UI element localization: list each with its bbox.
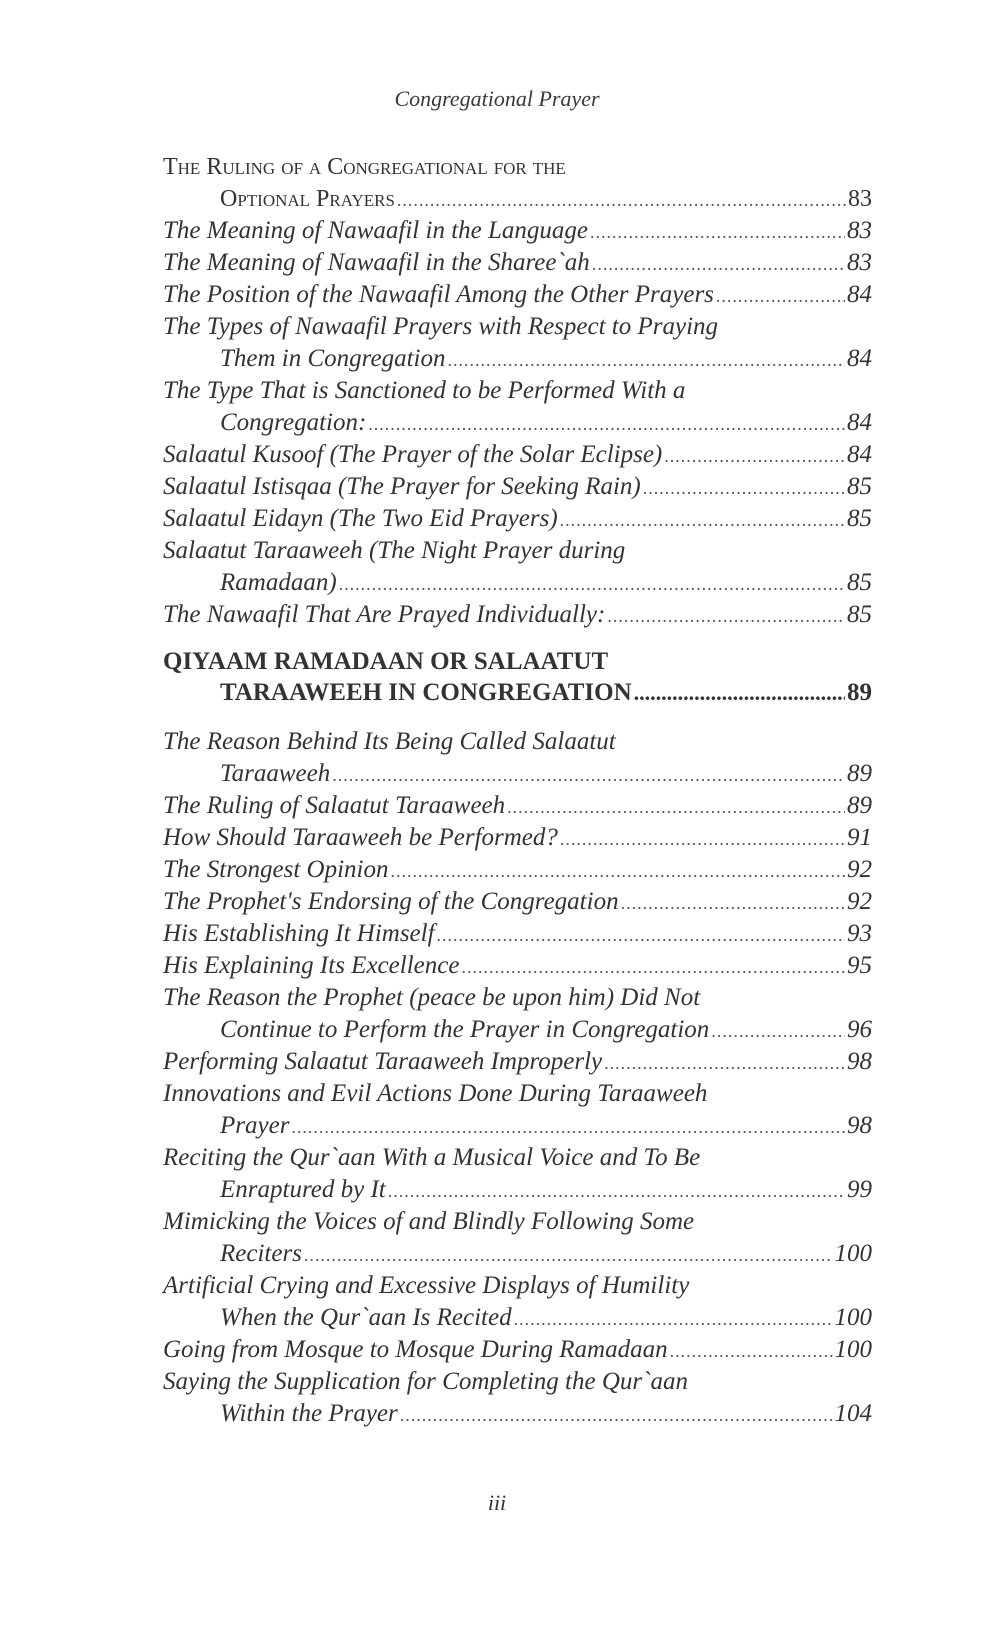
toc-entry-title: Salaatul Istisqaa (The Prayer for Seeking Rain) bbox=[163, 473, 641, 500]
toc-entry-title: How Should Taraaweeh be Performed? bbox=[163, 824, 558, 851]
toc-page-number: 84 bbox=[847, 281, 872, 308]
toc-entry-line bbox=[163, 1302, 872, 1334]
toc-page-number: 84 bbox=[847, 345, 872, 372]
toc-entry-title: Going from Mosque to Mosque During Ramadaan bbox=[163, 1336, 668, 1363]
toc-entry-line bbox=[163, 726, 872, 758]
toc-entry[interactable] bbox=[163, 1366, 872, 1430]
toc-entry-line bbox=[163, 982, 872, 1014]
toc-page-number: 93 bbox=[847, 920, 872, 947]
toc-page-number: 98 bbox=[847, 1048, 872, 1075]
toc-entry-line bbox=[163, 599, 872, 631]
toc-entry-line bbox=[163, 1078, 872, 1110]
toc-entry-title: Salaatul Kusoof (The Prayer of the Solar Eclipse) bbox=[163, 441, 663, 468]
dot-leader bbox=[634, 677, 845, 708]
toc-entry[interactable] bbox=[163, 1334, 872, 1366]
toc-entry[interactable] bbox=[163, 535, 872, 599]
toc-entry-line bbox=[163, 311, 872, 343]
toc-entry-line bbox=[163, 886, 872, 918]
dot-leader bbox=[711, 1015, 845, 1047]
toc-entry-line bbox=[163, 471, 872, 503]
toc-page-number: 92 bbox=[847, 888, 872, 915]
toc-entry-line bbox=[163, 918, 872, 950]
toc-entry-line bbox=[163, 790, 872, 822]
toc-page-number: 95 bbox=[847, 952, 872, 979]
toc-entry-title: Enraptured by It bbox=[220, 1176, 386, 1203]
toc-entry[interactable] bbox=[163, 854, 872, 886]
toc-entry[interactable] bbox=[163, 726, 872, 790]
toc-entry-title: Taraaweeh bbox=[220, 760, 331, 787]
toc-entry-title: His Establishing It Himself bbox=[163, 920, 435, 947]
dot-leader bbox=[339, 568, 845, 600]
dot-leader bbox=[604, 1047, 845, 1079]
toc-entry[interactable] bbox=[163, 982, 872, 1046]
toc-entry[interactable] bbox=[163, 1270, 872, 1334]
toc-page-number: 96 bbox=[847, 1016, 872, 1043]
dot-leader bbox=[560, 823, 845, 855]
toc-entry[interactable] bbox=[163, 646, 872, 706]
toc-entry-line bbox=[163, 151, 872, 183]
toc-entry-title: TARAAWEEH IN CONGREGATION bbox=[220, 679, 632, 706]
toc-entry[interactable] bbox=[163, 790, 872, 822]
toc-entry-title: Congregation: bbox=[220, 409, 367, 436]
dot-leader bbox=[332, 759, 845, 791]
toc-entry-line bbox=[163, 854, 872, 886]
toc-entry-title: Innovations and Evil Actions Done During Taraaweeh bbox=[163, 1080, 708, 1107]
toc-entry-line bbox=[163, 1014, 872, 1046]
toc-entry-title: The Position of the Nawaafil Among the Other Prayers bbox=[163, 281, 714, 308]
toc-entry[interactable] bbox=[163, 439, 872, 471]
toc-entry-title: Performing Salaatut Taraaweeh Improperly bbox=[163, 1048, 603, 1075]
toc-page-number: 89 bbox=[847, 792, 872, 819]
dot-leader bbox=[590, 216, 845, 248]
dot-leader bbox=[607, 600, 845, 632]
toc-page-number: 83 bbox=[847, 217, 872, 244]
toc-page-number: 100 bbox=[834, 1304, 872, 1331]
dot-leader bbox=[390, 855, 845, 887]
toc-entry-line bbox=[163, 822, 872, 854]
toc-entry-line bbox=[163, 677, 872, 708]
toc-entry-line bbox=[163, 343, 872, 375]
toc-entry-title: Reciting the Qur`aan With a Musical Voice and To Be bbox=[163, 1144, 701, 1171]
dot-leader bbox=[291, 1111, 845, 1143]
toc-entry-line bbox=[163, 1142, 872, 1174]
toc-entry-line bbox=[163, 1046, 872, 1078]
toc-page-number: 89 bbox=[847, 679, 872, 706]
toc-entry-line bbox=[163, 183, 872, 215]
toc-entry-title: Optional Prayers bbox=[220, 186, 395, 212]
toc-entry[interactable] bbox=[163, 1078, 872, 1142]
toc-entry-line bbox=[163, 279, 872, 311]
toc-entry-title: The Meaning of Nawaafil in the Sharee`ah bbox=[163, 249, 590, 276]
toc-page-number: 85 bbox=[847, 505, 872, 532]
toc-entry-title: Within the Prayer bbox=[220, 1400, 398, 1427]
dot-leader bbox=[437, 919, 845, 951]
toc-page-number: 104 bbox=[834, 1400, 872, 1427]
toc-page-number: 83 bbox=[847, 249, 872, 276]
toc-entry-title: Reciters bbox=[220, 1240, 302, 1267]
toc-entry-line bbox=[163, 1206, 872, 1238]
toc-entry-line bbox=[163, 1174, 872, 1206]
toc-entry-line bbox=[163, 950, 872, 982]
toc-entry-line bbox=[163, 535, 872, 567]
toc-group-qiyaam-ramadaan bbox=[163, 646, 872, 706]
dot-leader bbox=[621, 887, 845, 919]
dot-leader bbox=[447, 344, 845, 376]
toc-entry[interactable] bbox=[163, 215, 872, 247]
toc-entry-line bbox=[163, 215, 872, 247]
toc-page-number: 84 bbox=[847, 409, 872, 436]
dot-leader bbox=[507, 791, 845, 823]
toc-entry-line bbox=[163, 1270, 872, 1302]
toc-entry[interactable] bbox=[163, 247, 872, 279]
toc-entry-line bbox=[163, 1238, 872, 1270]
dot-leader bbox=[304, 1239, 833, 1271]
toc-entry-title: Ramadaan) bbox=[220, 569, 337, 596]
toc-page-number: 85 bbox=[847, 569, 872, 596]
toc-entry-title: His Explaining Its Excellence bbox=[163, 952, 460, 979]
toc-entry-line bbox=[163, 1334, 872, 1366]
toc-entry[interactable] bbox=[163, 279, 872, 311]
toc-entry-title: The Type That is Sanctioned to be Performed With a bbox=[163, 377, 686, 404]
toc-entry-title: Continue to Perform the Prayer in Congregation bbox=[220, 1016, 710, 1043]
toc-entry-title: The Ruling of a Congregational for the bbox=[163, 154, 566, 180]
toc-page-number: 89 bbox=[847, 760, 872, 787]
toc-page-number: 85 bbox=[847, 473, 872, 500]
dot-leader bbox=[388, 1175, 845, 1207]
toc-entry-title: The Reason the Prophet (peace be upon him) Did Not bbox=[163, 984, 701, 1011]
toc-page-number: 98 bbox=[847, 1112, 872, 1139]
dot-leader bbox=[716, 280, 845, 312]
toc-entry-line bbox=[163, 1366, 872, 1398]
toc-entry-line bbox=[163, 646, 872, 677]
toc-entry-line bbox=[163, 407, 872, 439]
toc-entry-line bbox=[163, 439, 872, 471]
toc-page-number: 100 bbox=[834, 1240, 872, 1267]
toc-entry-line bbox=[163, 247, 872, 279]
dot-leader bbox=[461, 951, 845, 983]
toc-entry[interactable] bbox=[163, 1046, 872, 1078]
dot-leader bbox=[514, 1303, 833, 1335]
toc-entry[interactable] bbox=[163, 918, 872, 950]
toc-entry-title: Salaatut Taraaweeh (The Night Prayer during bbox=[163, 537, 626, 564]
toc-page-number: 83 bbox=[848, 186, 872, 212]
toc-entry[interactable] bbox=[163, 886, 872, 918]
dot-leader bbox=[397, 184, 846, 216]
toc-entry[interactable] bbox=[163, 1142, 872, 1206]
toc-page-number: 100 bbox=[834, 1336, 872, 1363]
page-number: iii bbox=[487, 1490, 507, 1515]
toc-entry[interactable] bbox=[163, 1206, 872, 1270]
toc-entry-line bbox=[163, 1398, 872, 1430]
toc-entry[interactable] bbox=[163, 375, 872, 439]
toc-entry-title: Salaatul Eidayn (The Two Eid Prayers) bbox=[163, 505, 558, 532]
toc-entry-title: Mimicking the Voices of and Blindly Following Some bbox=[163, 1208, 695, 1235]
dot-leader bbox=[400, 1399, 833, 1431]
dot-leader bbox=[664, 440, 845, 472]
dot-leader bbox=[592, 248, 845, 280]
toc-entry-title: Them in Congregation bbox=[220, 345, 446, 372]
toc-entry-title: The Meaning of Nawaafil in the Language bbox=[163, 217, 588, 244]
toc-page-number: 99 bbox=[847, 1176, 872, 1203]
toc-page-number: 85 bbox=[847, 601, 872, 628]
dot-leader bbox=[643, 472, 845, 504]
toc-page-number: 92 bbox=[847, 856, 872, 883]
toc-entry-line bbox=[163, 758, 872, 790]
toc-entry[interactable] bbox=[163, 311, 872, 375]
toc-entry[interactable] bbox=[163, 599, 872, 631]
toc-entry-title: The Ruling of Salaatut Taraaweeh bbox=[163, 792, 506, 819]
toc-entry-title: The Nawaafil That Are Prayed Individually: bbox=[163, 601, 606, 628]
toc-entry-line bbox=[163, 1110, 872, 1142]
toc-entry-line bbox=[163, 503, 872, 535]
running-head: Congregational Prayer bbox=[394, 86, 600, 111]
toc-entry-title: Saying the Supplication for Completing the Qur`aan bbox=[163, 1368, 688, 1395]
dot-leader bbox=[368, 408, 845, 440]
toc-page-number: 84 bbox=[847, 441, 872, 468]
toc-entry[interactable] bbox=[163, 822, 872, 854]
toc-entry-title: Artificial Crying and Excessive Displays of Humility bbox=[163, 1272, 690, 1299]
toc-entry-title: The Types of Nawaafil Prayers with Respect to Praying bbox=[163, 313, 719, 340]
dot-leader bbox=[560, 504, 845, 536]
toc-entry[interactable] bbox=[163, 950, 872, 982]
toc-entry-title: When the Qur`aan Is Recited bbox=[220, 1304, 512, 1331]
toc-group-taraaweeh bbox=[163, 726, 872, 1430]
toc-entry-title: QIYAAM RAMADAAN OR SALAATUT bbox=[163, 648, 609, 675]
toc-entry-title: The Strongest Opinion bbox=[163, 856, 389, 883]
toc-entry-line bbox=[163, 567, 872, 599]
toc-entry-title: Prayer bbox=[220, 1112, 290, 1139]
toc-entry-title: The Reason Behind Its Being Called Salaatut bbox=[163, 728, 616, 755]
toc-entry-line bbox=[163, 375, 872, 407]
toc-entry[interactable] bbox=[163, 503, 872, 535]
toc-entry[interactable] bbox=[163, 471, 872, 503]
toc-page-number: 91 bbox=[847, 824, 872, 851]
toc-entry-title: The Prophet's Endorsing of the Congregation bbox=[163, 888, 619, 915]
toc-group-optional-prayers bbox=[163, 151, 872, 631]
dot-leader bbox=[670, 1335, 833, 1367]
toc-entry[interactable] bbox=[163, 151, 872, 215]
